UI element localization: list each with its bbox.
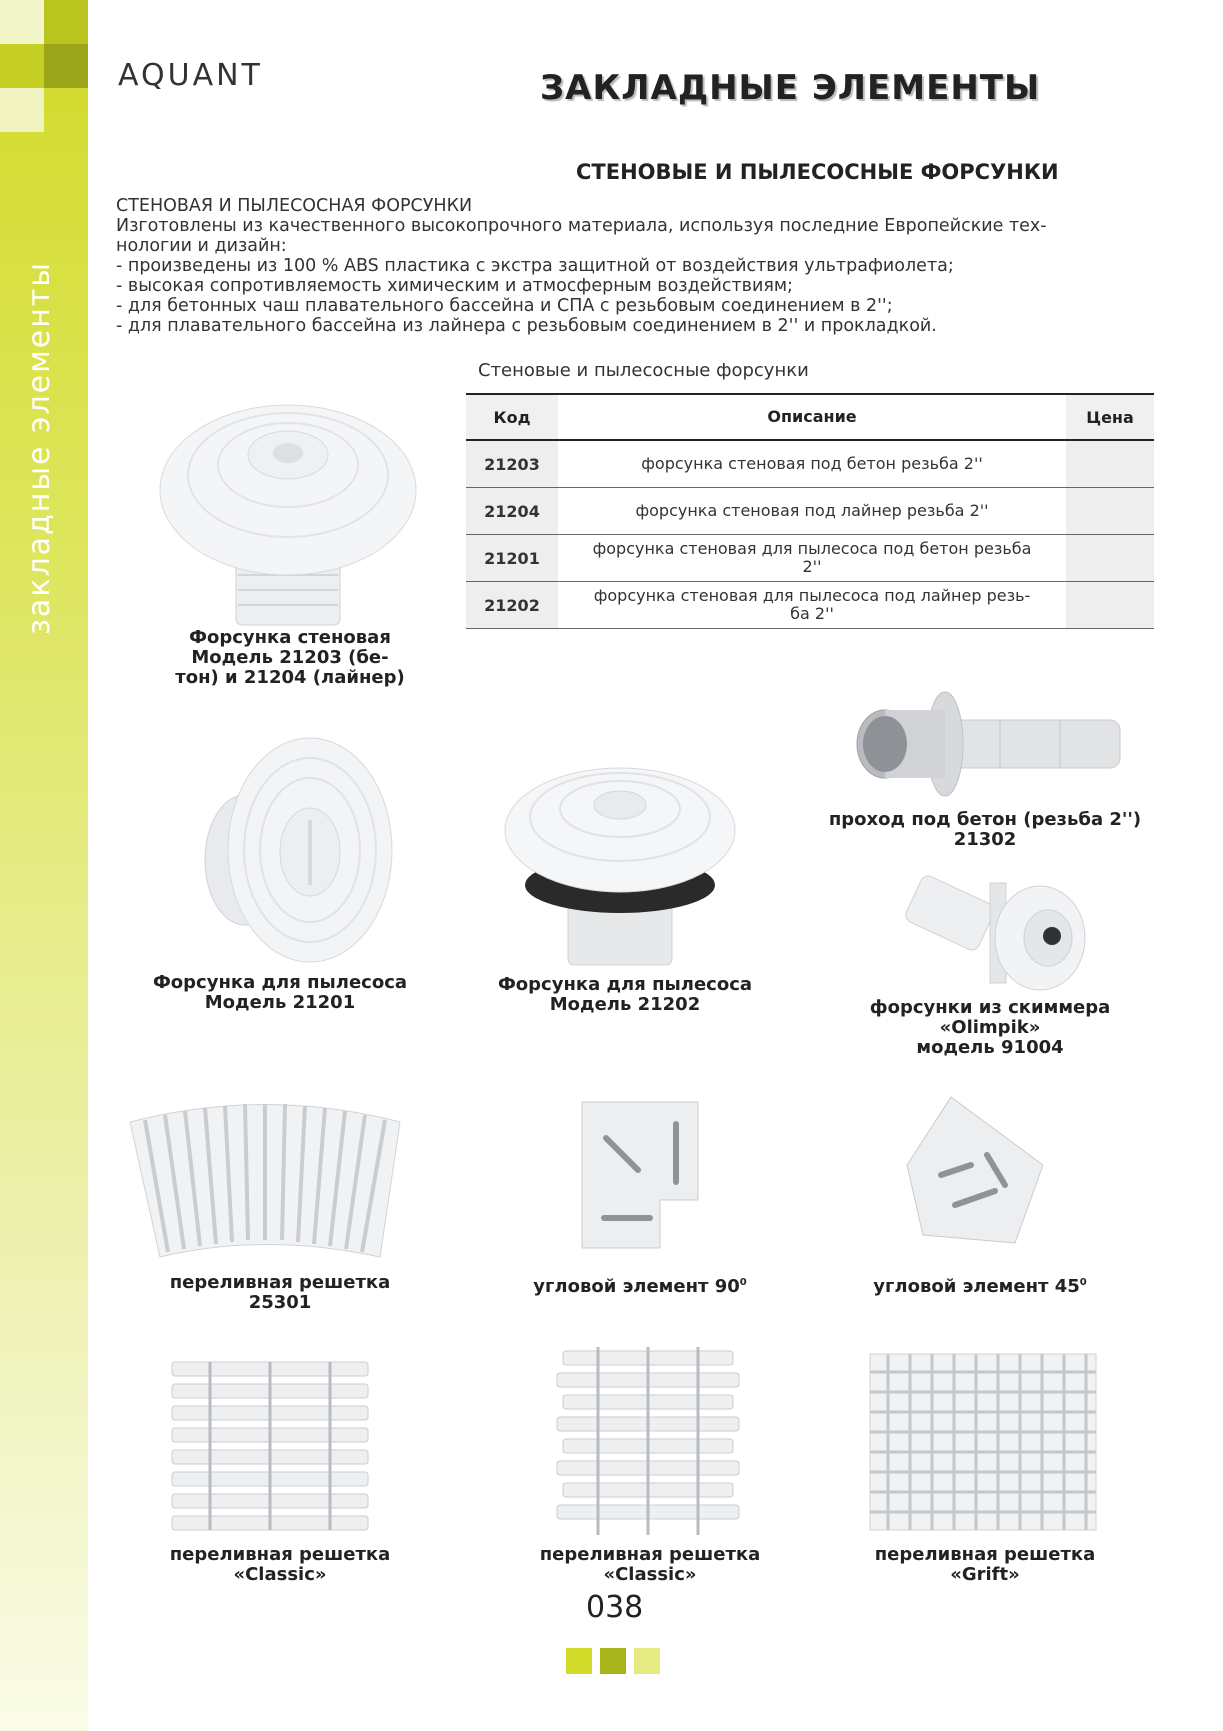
product-caption [135,1545,425,1585]
caption-line: Форсунка стеновая [189,627,391,648]
caption-line: тон) и 21204 (лайнер) [175,667,405,688]
product-caption [135,973,425,1013]
desc-line: 2'' [802,557,822,576]
caption-line: Форсунка для пылесоса [497,974,753,995]
vacuum-nozzle-21202-image [500,735,740,975]
product-caption [840,998,1140,1058]
degree-sup: 0 [739,1277,747,1288]
footer-square [600,1648,626,1674]
intro-line: - для бетонных чаш плавательного бассейна и СПА с резьбовым соединением в 2''; [116,296,893,316]
caption-line: «Classic» [233,1564,327,1585]
caption-line: переливная решетка [169,1272,391,1293]
caption-line: Модель 21203 (бе- [191,647,389,668]
intro-line: Изготовлены из качественного высокопрочного материала, используя последние Европейские тех- [116,216,1047,236]
table-row [466,535,1154,582]
header-description: Описание [558,394,1066,440]
intro-text [116,196,1156,336]
cell-description [558,488,1066,535]
intro-line: нологии и дизайн: [116,236,287,256]
overflow-grating-classic-image [170,1360,370,1535]
decor-square [44,44,88,88]
cell-price [1066,440,1154,488]
footer-square [566,1648,592,1674]
cell-price [1066,582,1154,629]
wall-nozzle-image [158,395,418,635]
caption-line: 25301 [248,1292,312,1313]
overflow-grating-25301-image [120,1092,410,1262]
caption-line: Форсунка для пылесоса [152,972,408,993]
intro-line: - высокая сопротивляемость химическим и атмосферным воздействиям; [116,276,793,296]
cell-code: 21201 [466,535,558,582]
product-caption [135,1273,425,1313]
decor-square [0,44,44,88]
caption-line: угловой элемент 90 [533,1276,740,1297]
cell-price [1066,535,1154,582]
product-caption [520,1273,760,1297]
desc-line: форсунка стеновая для пылесоса под лайнер резь- [593,586,1031,605]
decor-square [0,88,44,132]
corner-element-45-image [905,1095,1045,1245]
caption-line: переливная решетка [539,1544,761,1565]
section-title: СТЕНОВЫЕ И ПЫЛЕСОСНЫЕ ФОРСУНКИ [576,160,1059,184]
sidebar-band [0,0,88,1731]
cell-description [558,440,1066,488]
caption-line: угловой элемент 45 [873,1276,1080,1297]
desc-line: форсунка стеновая под бетон резьба 2'' [641,454,983,473]
caption-line: модель 91004 [916,1037,1064,1058]
skimmer-nozzle-image [900,868,1090,998]
degree-sup: 0 [1079,1277,1087,1288]
caption-line: «Classic» [603,1564,697,1585]
table-caption: Стеновые и пылесосные форсунки [478,360,809,381]
caption-line: Модель 21201 [204,992,356,1013]
header-price: Цена [1066,394,1154,440]
overflow-grating-grift-image [868,1352,1098,1532]
cell-code: 21202 [466,582,558,629]
decor-square [44,0,88,44]
desc-line: форсунка стеновая для пылесоса под бетон резьба [592,539,1032,558]
vacuum-nozzle-21201-image [190,730,400,980]
corner-element-90-image [580,1100,700,1250]
cell-code: 21204 [466,488,558,535]
table-row [466,440,1154,488]
desc-line: форсунка стеновая под лайнер резьба 2'' [635,501,989,520]
caption-line: «Olimpik» [939,1017,1041,1038]
cell-description [558,582,1066,629]
product-caption [160,628,420,688]
product-caption [505,1545,795,1585]
product-caption [820,810,1150,850]
product-caption [480,975,770,1015]
table-row [466,488,1154,535]
table-header-row [466,394,1154,440]
overflow-grating-classic-2-image [553,1345,743,1540]
caption-line: Модель 21202 [549,994,701,1015]
page-title: ЗАКЛАДНЫЕ ЭЛЕМЕНТЫ [540,68,1041,108]
logo-text: AQUANT [118,58,263,93]
product-caption [860,1273,1100,1297]
footer-square [634,1648,660,1674]
brand-logo [118,58,263,93]
intro-line: СТЕНОВАЯ И ПЫЛЕСОСНАЯ ФОРСУНКИ [116,196,473,216]
intro-line: - произведены из 100 % ABS пластика с экстра защитной от воздействия ультрафиолета; [116,256,954,276]
cell-price [1066,488,1154,535]
caption-line: форсунки из скиммера [869,997,1111,1018]
sidebar-title: закладные элементы [22,261,57,636]
header-code: Код [466,394,558,440]
page-number: 038 [586,1590,644,1625]
products-table [466,393,1154,629]
decor-square [0,0,44,44]
table-row [466,582,1154,629]
caption-line: проход под бетон (резьба 2'') [828,809,1142,830]
intro-line: - для плавательного бассейна из лайнера с резьбовым соединением в 2'' и прокладкой. [116,316,937,336]
caption-line: переливная решетка [874,1544,1096,1565]
caption-line: 21302 [953,829,1017,850]
concrete-pass-through-image [850,690,1130,800]
desc-line: ба 2'' [790,604,834,623]
caption-line: «Grift» [950,1564,1020,1585]
cell-code: 21203 [466,440,558,488]
caption-line: переливная решетка [169,1544,391,1565]
cell-description [558,535,1066,582]
product-caption [840,1545,1130,1585]
